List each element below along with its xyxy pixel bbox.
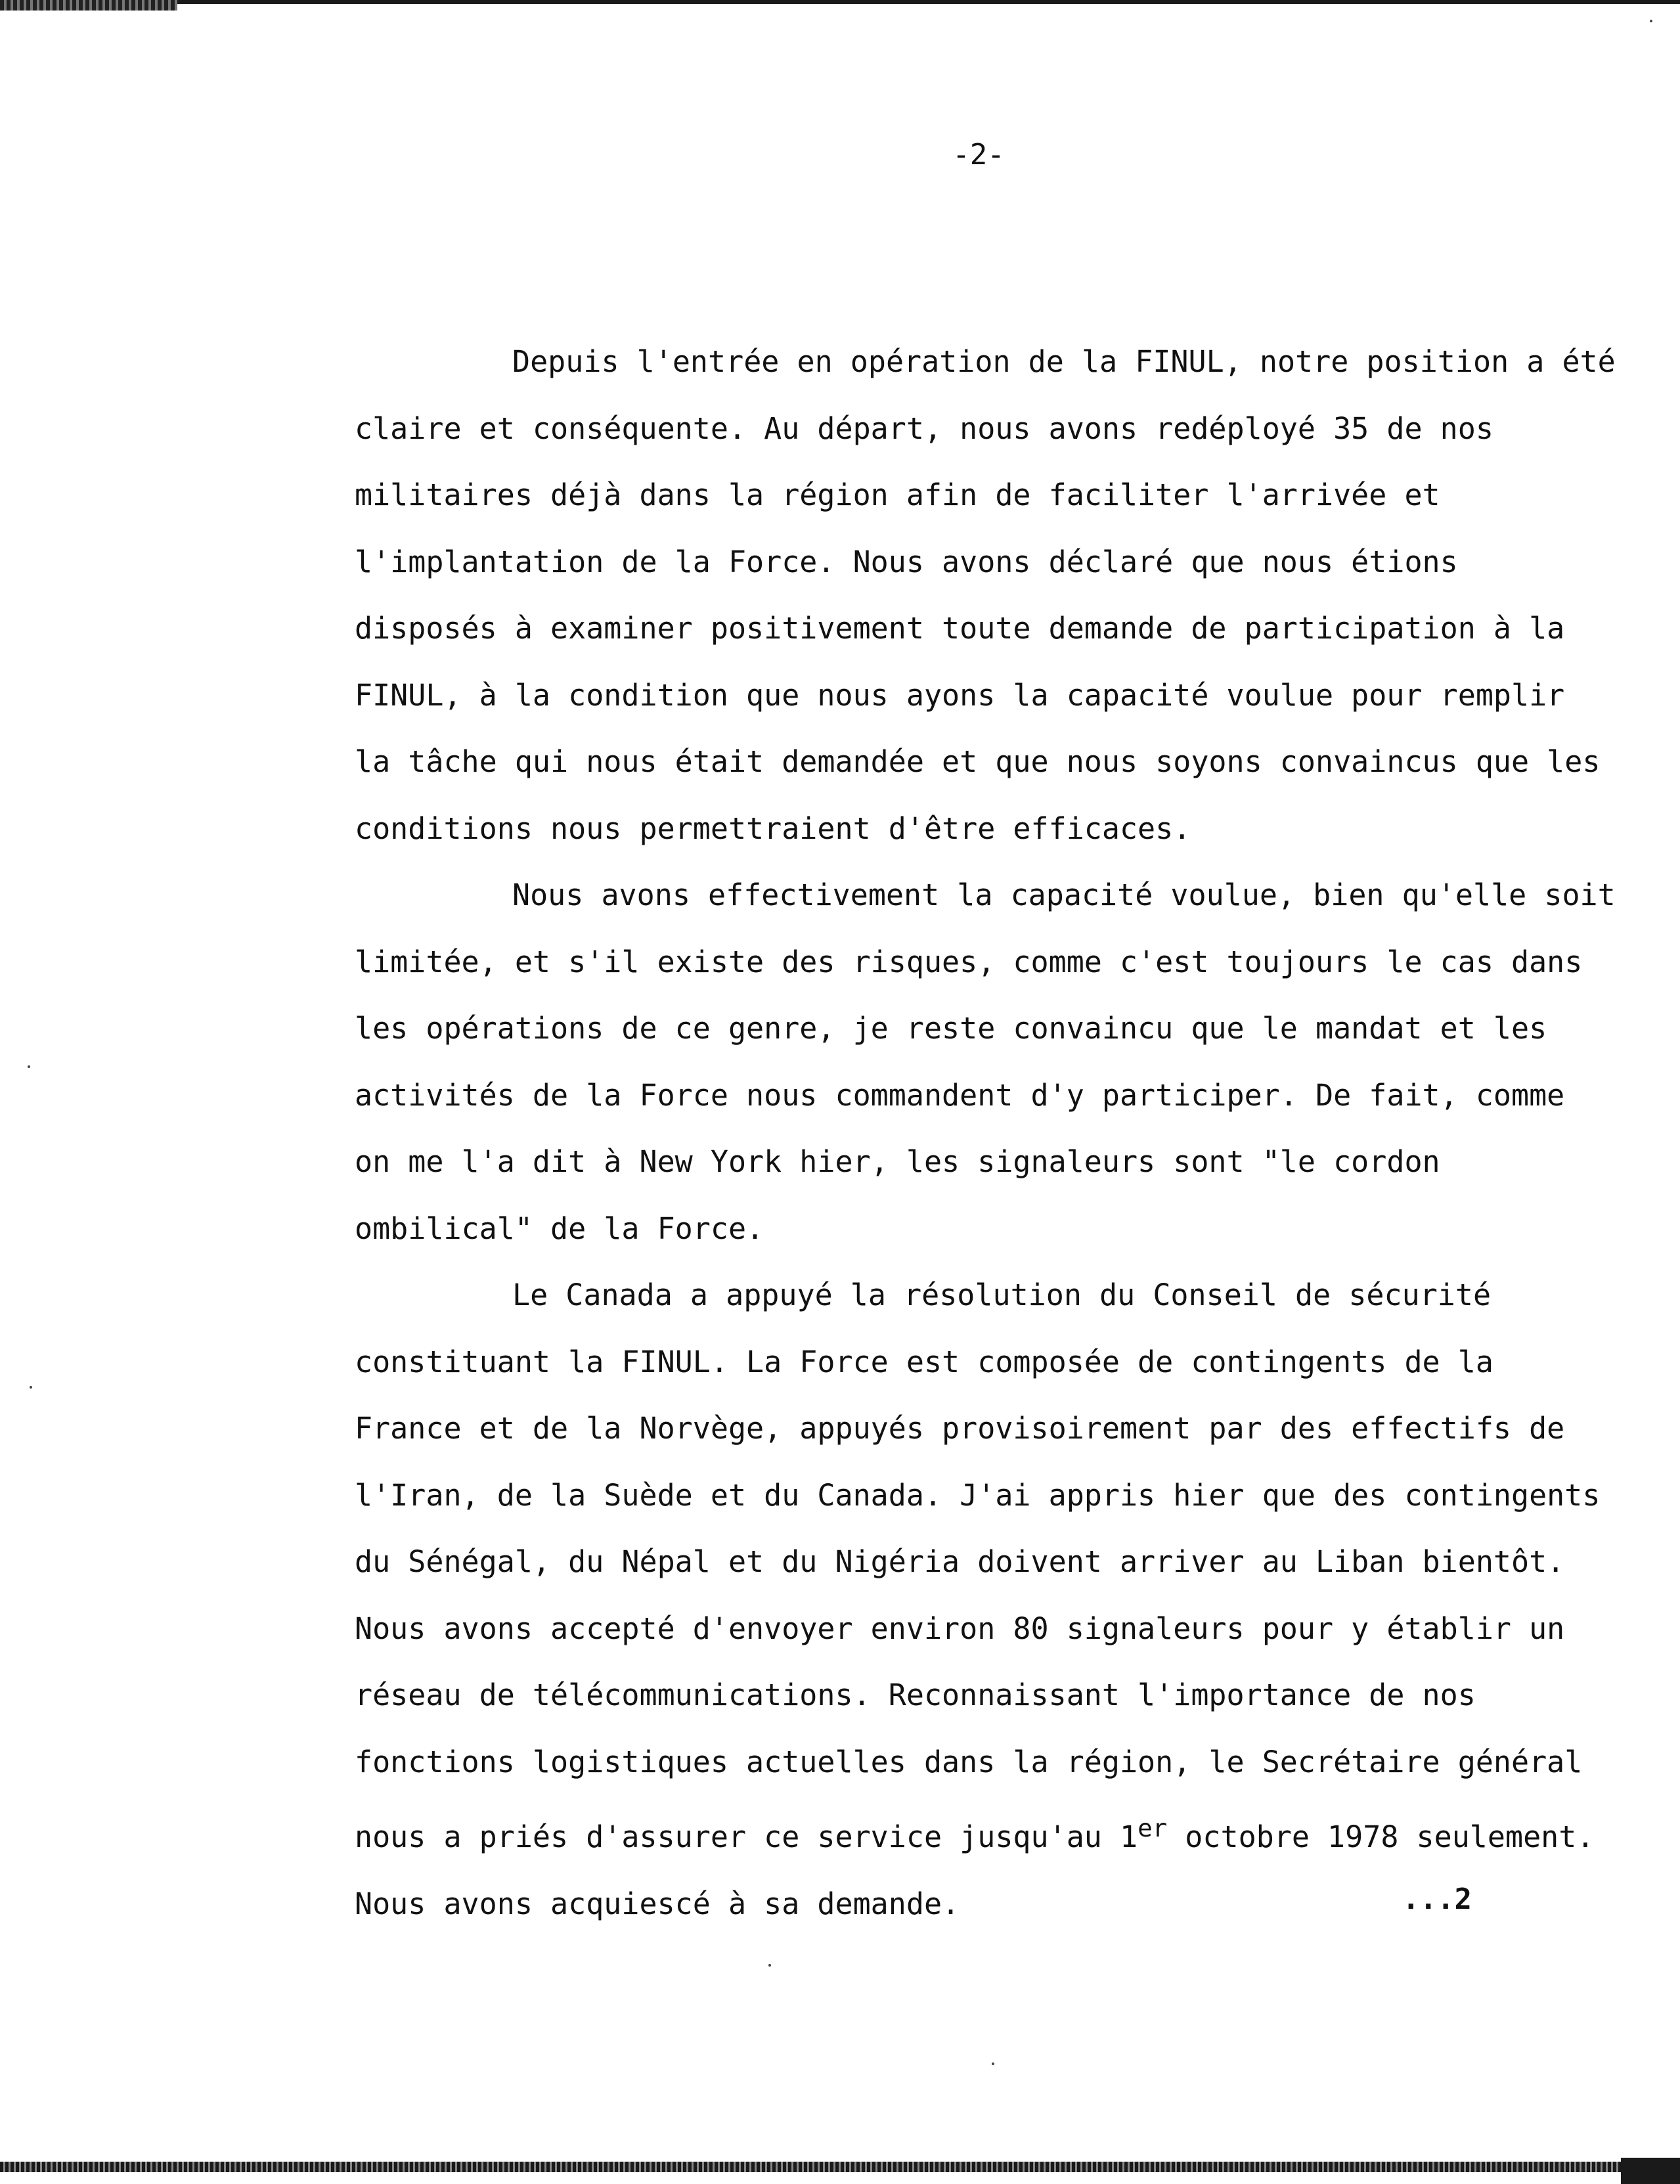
scan-edge-bottom xyxy=(0,2162,1680,2172)
scan-speck xyxy=(768,1964,771,1967)
scan-edge-top xyxy=(0,0,1680,4)
paragraph-3-text: Le Canada a appuyé la résolution du Conseil de sécurité constituant la FINUL. La Force est composée de contingents de la France et de la Norvège, appuyés provisoirement par des effectifs de l'Iran, de la Suède et du Canada. J'ai appris hier que des contingents du Sénégal, du Népal et du Nigéria doivent arriver au Liban bientôt. Nous avons accepté d'envoyer environ 80 signaleurs pour y établir un réseau de télécommunications. Reconnaissant l'importance de nos fonctions logistiques actuelles dans la région, le Secrétaire général nous a priés d'assurer ce service jusqu'au xyxy=(355,1278,1601,1854)
scan-speck xyxy=(30,1386,32,1389)
scan-speck xyxy=(28,1065,30,1068)
date-day: 1 xyxy=(1119,1819,1138,1854)
scan-edge-top-left xyxy=(0,0,177,11)
scan-speck xyxy=(1650,20,1652,22)
body-text xyxy=(355,328,1616,1937)
scan-corner-bottom-right xyxy=(1621,2158,1680,2184)
scan-speck xyxy=(992,2062,994,2065)
paragraph-1: Depuis l'entrée en opération de la FINUL, notre position a été claire et conséquente. Au départ, nous avons redéployé 35 de nos militaires déjà dans la région afin de faciliter l'arrivée et l'implantation de la Force. Nous avons déclaré que nous étions disposés à examiner positivement toute demande de participation à la FINUL, à la condition que nous ayons la capacité voulue pour remplir la tâche qui nous était demandée et que nous soyons convaincus que les conditions nous permettraient d'être efficaces. xyxy=(355,344,1616,846)
paragraph-3-end: octobre 1978 seulement. Nous avons acquiescé à sa demande. xyxy=(355,1819,1595,1921)
paragraph-2: Nous avons effectivement la capacité voulue, bien qu'elle soit limitée, et s'il existe des risques, comme c'est toujours le cas dans les opérations de ce genre, je reste convaincu que le mandat et les activités de la Force nous commandent d'y participer. De fait, comme on me l'a dit à New York hier, les signaleurs sont "le cordon ombilical" de la Force. xyxy=(355,878,1616,1246)
page-number: -2- xyxy=(952,138,1005,171)
paragraph-3 xyxy=(355,1262,1616,1937)
date-superscript: er xyxy=(1138,1814,1168,1842)
continuation-marker: ...2 xyxy=(1402,1883,1472,1916)
